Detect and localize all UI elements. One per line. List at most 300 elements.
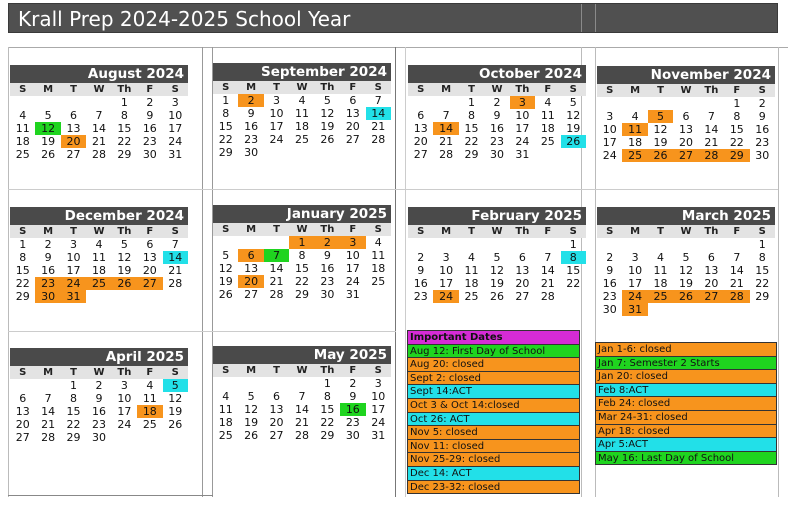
day-cell: 23: [489, 135, 504, 148]
title-divider: [581, 4, 582, 32]
weekday-header: [10, 83, 188, 96]
day-cell: 16: [91, 405, 106, 418]
day-cell: 10: [168, 109, 183, 122]
day-cell: [622, 238, 647, 251]
day-cell: 27: [413, 148, 428, 161]
day-cell: 16: [489, 122, 504, 135]
week-row: [408, 96, 586, 109]
day-cell: 5: [247, 390, 255, 403]
day-cell: 20: [345, 120, 360, 133]
day-cell: 26: [168, 418, 183, 431]
day-cell: 15: [15, 264, 30, 277]
day-cell: 15: [294, 262, 309, 275]
day-cell: 3: [606, 110, 614, 123]
day-cell: 30: [602, 303, 617, 316]
day-cell: 21: [168, 264, 183, 277]
weekday-label: T: [657, 85, 664, 96]
day-cell: [648, 97, 673, 110]
day-cell: 10: [345, 249, 360, 262]
day-cell: 6: [417, 109, 425, 122]
event-item: Jan 1-6: closed: [595, 342, 777, 357]
day-cell: 23: [244, 133, 259, 146]
weekday-label: W: [680, 226, 692, 237]
week-row: [213, 133, 391, 146]
day-cell: 26: [41, 148, 56, 161]
day-cell: 31: [61, 290, 86, 303]
day-cell: 8: [298, 249, 306, 262]
day-cell: 31: [168, 148, 183, 161]
week-row: [408, 251, 586, 264]
day-cell: 14: [41, 405, 56, 418]
day-cell: [366, 146, 391, 159]
day-cell: 7: [95, 109, 103, 122]
weekday-label: S: [417, 84, 425, 95]
day-cell: 5: [682, 251, 690, 264]
event-item: Apr 18: closed: [595, 425, 777, 439]
day-cell: 6: [19, 392, 27, 405]
day-cell: [484, 238, 509, 251]
day-cell: 27: [699, 290, 724, 303]
weekday-header: [597, 84, 775, 97]
day-cell: 17: [439, 277, 454, 290]
day-cell: 9: [493, 109, 501, 122]
day-cell: 9: [606, 264, 614, 277]
day-cell: 2: [417, 251, 425, 264]
day-cell: [561, 290, 586, 303]
weekday-label: M: [246, 365, 257, 376]
day-cell: 15: [218, 120, 233, 133]
day-cell: 5: [493, 251, 501, 264]
day-cell: 6: [518, 251, 526, 264]
day-cell: 28: [371, 133, 386, 146]
week-row: [213, 262, 391, 275]
day-cell: 20: [15, 418, 30, 431]
day-cell: [315, 146, 340, 159]
day-cell: [112, 431, 137, 444]
month-calendar: [213, 63, 391, 159]
day-cell: 25: [648, 290, 673, 303]
day-cell: 27: [137, 277, 162, 290]
event-item: May 16: Last Day of School: [595, 452, 777, 466]
day-cell: 1: [468, 96, 476, 109]
week-row: [10, 238, 188, 251]
day-cell: 21: [371, 120, 386, 133]
weekday-label: S: [569, 84, 577, 95]
weekday-label: M: [246, 82, 257, 93]
weekday-label: S: [222, 224, 230, 235]
weekday-label: S: [758, 226, 766, 237]
day-cell: [699, 303, 724, 316]
weekday-label: Th: [117, 226, 132, 237]
month-title: January 2025: [213, 205, 391, 223]
event-item: Dec 14: ACT: [407, 467, 580, 481]
weekday-label: F: [146, 367, 154, 378]
weekday-label: Th: [704, 226, 719, 237]
day-cell: 16: [755, 123, 770, 136]
day-cell: 29: [755, 290, 770, 303]
day-cell: 8: [468, 109, 476, 122]
day-cell: 11: [622, 123, 647, 136]
day-cell: 13: [345, 107, 360, 120]
week-row: [597, 303, 775, 316]
day-cell: 8: [222, 107, 230, 120]
weekday-header: [408, 225, 586, 238]
day-cell: 19: [489, 277, 504, 290]
day-cell: 6: [682, 110, 690, 123]
day-cell: 28: [294, 429, 309, 442]
day-cell: 11: [142, 392, 157, 405]
day-cell: 24: [622, 290, 647, 303]
day-cell: 19: [168, 405, 183, 418]
week-row: [10, 431, 188, 444]
day-cell: 13: [678, 123, 693, 136]
week-row: [408, 277, 586, 290]
day-cell: 7: [44, 392, 52, 405]
weekday-label: S: [417, 226, 425, 237]
day-cell: 17: [168, 122, 183, 135]
day-cell: 22: [320, 416, 335, 429]
day-cell: 23: [602, 290, 617, 303]
day-cell: [35, 96, 60, 109]
day-cell: 17: [345, 262, 360, 275]
day-cell: 15: [566, 264, 581, 277]
day-cell: 18: [371, 262, 386, 275]
week-row: [597, 290, 775, 303]
weekday-label: W: [296, 82, 308, 93]
grid-line: [8, 47, 9, 497]
day-cell: 18: [540, 122, 555, 135]
day-cell: [433, 238, 458, 251]
grid-line: [8, 47, 788, 48]
day-cell: 10: [269, 107, 284, 120]
event-item: Nov 5: closed: [407, 426, 580, 440]
day-cell: [238, 377, 263, 390]
day-cell: 5: [323, 94, 331, 107]
week-row: [213, 146, 391, 159]
weekday-header: [213, 223, 391, 236]
day-cell: 11: [653, 264, 668, 277]
grid-line: [8, 331, 396, 332]
day-cell: 16: [320, 262, 335, 275]
event-item: Apr 5:ACT: [595, 438, 777, 452]
week-row: [408, 122, 586, 135]
day-cell: 27: [66, 148, 81, 161]
day-cell: 24: [433, 290, 458, 303]
event-item: Nov 11: closed: [407, 440, 580, 454]
month-calendar: [213, 205, 391, 301]
day-cell: 5: [222, 249, 230, 262]
day-cell: 22: [218, 133, 233, 146]
day-cell: 3: [374, 377, 382, 390]
day-cell: [408, 238, 433, 251]
day-cell: 6: [238, 249, 263, 262]
day-cell: 9: [247, 107, 255, 120]
day-cell: [213, 236, 238, 249]
week-row: [597, 238, 775, 251]
day-cell: 1: [19, 238, 27, 251]
day-cell: 11: [371, 249, 386, 262]
day-cell: 22: [15, 277, 30, 290]
month-title: December 2024: [10, 207, 188, 225]
day-cell: 3: [340, 236, 365, 249]
week-row: [10, 392, 188, 405]
day-cell: [137, 290, 162, 303]
day-cell: [648, 238, 673, 251]
day-cell: 24: [602, 149, 617, 162]
event-item: Dec 23-32: closed: [407, 481, 580, 495]
event-item: Nov 25-29: closed: [407, 453, 580, 467]
weekday-label: M: [43, 367, 54, 378]
event-item: Sept 2: closed: [407, 372, 580, 386]
day-cell: 4: [657, 251, 665, 264]
day-cell: 30: [755, 149, 770, 162]
weekday-label: S: [569, 226, 577, 237]
weekday-header: [597, 225, 775, 238]
day-cell: 1: [289, 236, 314, 249]
day-cell: 30: [345, 429, 360, 442]
week-row: [213, 377, 391, 390]
title-bar: [8, 3, 778, 33]
day-cell: 21: [91, 135, 106, 148]
day-cell: 23: [35, 277, 60, 290]
day-cell: 29: [117, 148, 132, 161]
weekday-label: F: [146, 226, 154, 237]
weekday-label: S: [222, 365, 230, 376]
week-row: [597, 277, 775, 290]
day-cell: 27: [345, 133, 360, 146]
day-cell: [61, 96, 86, 109]
day-cell: [86, 96, 111, 109]
weekday-label: S: [19, 367, 27, 378]
weekday-label: T: [70, 226, 77, 237]
day-cell: 12: [244, 403, 259, 416]
day-cell: 23: [320, 275, 335, 288]
day-cell: 4: [146, 379, 154, 392]
day-cell: [264, 236, 289, 249]
day-cell: 26: [218, 288, 233, 301]
day-cell: 12: [117, 251, 132, 264]
week-row: [408, 264, 586, 277]
week-row: [10, 290, 188, 303]
day-cell: 20: [61, 135, 86, 148]
day-cell: [289, 146, 314, 159]
day-cell: 25: [218, 429, 233, 442]
week-row: [213, 107, 391, 120]
day-cell: [137, 431, 162, 444]
day-cell: 22: [755, 277, 770, 290]
weekday-label: M: [246, 224, 257, 235]
weekday-label: S: [222, 82, 230, 93]
day-cell: 29: [724, 149, 749, 162]
day-cell: 3: [510, 96, 535, 109]
day-cell: 1: [222, 94, 230, 107]
day-cell: 5: [163, 379, 188, 392]
day-cell: 14: [366, 107, 391, 120]
day-cell: 10: [117, 392, 132, 405]
week-row: [213, 120, 391, 133]
weekday-label: T: [468, 84, 475, 95]
title-divider: [595, 4, 596, 32]
day-cell: 19: [117, 264, 132, 277]
day-cell: 9: [349, 390, 357, 403]
weekday-label: T: [273, 224, 280, 235]
day-cell: 13: [515, 264, 530, 277]
day-cell: 15: [755, 264, 770, 277]
weekday-label: S: [19, 226, 27, 237]
weekday-label: M: [441, 84, 452, 95]
month-calendar: [597, 66, 775, 162]
week-row: [10, 122, 188, 135]
day-cell: 1: [758, 238, 766, 251]
day-cell: 25: [622, 149, 647, 162]
important-dates-header: Important Dates: [407, 330, 580, 345]
weekday-header: [10, 366, 188, 379]
day-cell: 1: [120, 96, 128, 109]
week-row: [10, 379, 188, 392]
day-cell: 24: [117, 418, 132, 431]
day-cell: 12: [35, 122, 60, 135]
weekday-label: F: [349, 365, 357, 376]
weekday-label: M: [43, 226, 54, 237]
weekday-label: Th: [320, 82, 335, 93]
weekday-label: M: [43, 84, 54, 95]
day-cell: 24: [371, 416, 386, 429]
week-row: [10, 96, 188, 109]
day-cell: [213, 377, 238, 390]
day-cell: 27: [244, 288, 259, 301]
day-cell: 17: [117, 405, 132, 418]
event-item: Aug 12: First Day of School: [407, 345, 580, 359]
week-row: [10, 277, 188, 290]
day-cell: 3: [631, 251, 639, 264]
day-cell: 7: [264, 249, 289, 262]
day-cell: 28: [439, 148, 454, 161]
day-cell: 10: [515, 109, 530, 122]
day-cell: 9: [95, 392, 103, 405]
day-cell: 4: [19, 109, 27, 122]
day-cell: 27: [673, 149, 698, 162]
day-cell: [673, 238, 698, 251]
day-cell: 8: [758, 251, 766, 264]
day-cell: [238, 236, 263, 249]
event-item: Feb 24: closed: [595, 397, 777, 411]
day-cell: 2: [238, 94, 263, 107]
day-cell: 31: [622, 303, 647, 316]
day-cell: [10, 379, 35, 392]
day-cell: 23: [755, 136, 770, 149]
week-row: [213, 249, 391, 262]
weekday-label: S: [758, 85, 766, 96]
day-cell: 14: [91, 122, 106, 135]
day-cell: 12: [168, 392, 183, 405]
day-cell: 13: [413, 122, 428, 135]
day-cell: 2: [758, 97, 766, 110]
day-cell: 13: [142, 251, 157, 264]
day-cell: 20: [704, 277, 719, 290]
day-cell: 29: [294, 288, 309, 301]
day-cell: 7: [171, 238, 179, 251]
day-cell: [163, 290, 188, 303]
day-cell: 13: [15, 405, 30, 418]
day-cell: 19: [244, 416, 259, 429]
day-cell: 6: [349, 94, 357, 107]
day-cell: [510, 238, 535, 251]
day-cell: [597, 238, 622, 251]
day-cell: 7: [298, 390, 306, 403]
weekday-label: Th: [320, 365, 335, 376]
day-cell: 21: [41, 418, 56, 431]
day-cell: 31: [515, 148, 530, 161]
weekday-label: S: [374, 365, 382, 376]
month-calendar: [597, 207, 775, 316]
day-cell: 21: [729, 277, 744, 290]
day-cell: 18: [91, 264, 106, 277]
weekday-label: W: [93, 367, 105, 378]
weekday-header: [213, 364, 391, 377]
day-cell: [535, 238, 560, 251]
day-cell: 26: [489, 290, 504, 303]
event-item: Mar 24-31: closed: [595, 411, 777, 425]
weekday-label: T: [273, 82, 280, 93]
day-cell: [622, 97, 647, 110]
day-cell: 11: [15, 122, 30, 135]
week-row: [10, 405, 188, 418]
weekday-label: W: [491, 84, 503, 95]
week-row: [597, 149, 775, 162]
day-cell: 8: [120, 109, 128, 122]
weekday-label: M: [441, 226, 452, 237]
grid-line: [778, 47, 779, 497]
day-cell: 22: [464, 135, 479, 148]
day-cell: 12: [320, 107, 335, 120]
day-cell: 6: [146, 238, 154, 251]
day-cell: 30: [320, 288, 335, 301]
weekday-label: Th: [117, 84, 132, 95]
day-cell: 19: [653, 136, 668, 149]
day-cell: 15: [117, 122, 132, 135]
day-cell: 9: [44, 251, 52, 264]
day-cell: [724, 238, 749, 251]
week-row: [10, 148, 188, 161]
weekday-label: T: [273, 365, 280, 376]
day-cell: 26: [112, 277, 137, 290]
day-cell: 1: [70, 379, 78, 392]
page-title: Krall Prep 2024-2025 School Year: [18, 7, 351, 31]
month-calendar: [10, 65, 188, 161]
day-cell: 1: [323, 377, 331, 390]
day-cell: 8: [70, 392, 78, 405]
day-cell: [366, 288, 391, 301]
weekday-label: Th: [515, 226, 530, 237]
weekday-header: [408, 83, 586, 96]
event-item: Oct 26: ACT: [407, 413, 580, 427]
weekday-label: M: [630, 226, 641, 237]
day-cell: 30: [142, 148, 157, 161]
day-cell: 30: [35, 290, 60, 303]
day-cell: 24: [61, 277, 86, 290]
day-cell: 20: [413, 135, 428, 148]
weekday-label: T: [657, 226, 664, 237]
day-cell: 3: [442, 251, 450, 264]
weekday-label: S: [171, 84, 179, 95]
day-cell: [408, 96, 433, 109]
day-cell: 21: [704, 136, 719, 149]
week-row: [213, 390, 391, 403]
day-cell: 20: [515, 277, 530, 290]
day-cell: 14: [729, 264, 744, 277]
day-cell: 10: [66, 251, 81, 264]
day-cell: 25: [86, 277, 111, 290]
